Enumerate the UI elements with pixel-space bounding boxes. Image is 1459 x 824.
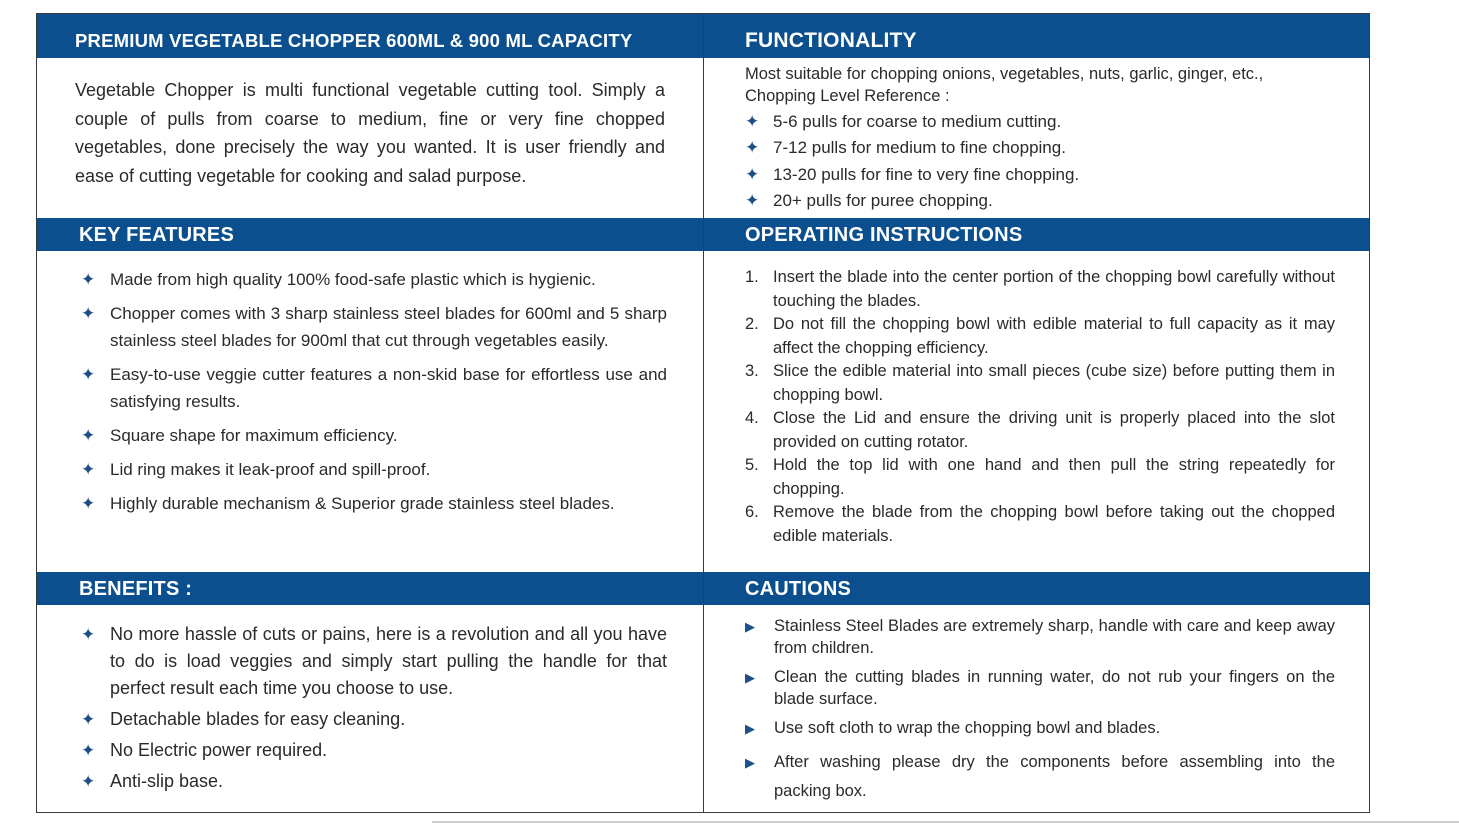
star-bullet-icon: ✦ <box>81 365 96 384</box>
premium-title: PREMIUM VEGETABLE CHOPPER 600ML & 900 ML CAPACITY <box>75 30 633 51</box>
list-item: ✦ No Electric power required. <box>81 737 667 764</box>
list-item: ✦ 13-20 pulls for fine to very fine chopping. <box>745 162 1345 188</box>
key-features-title: KEY FEATURES <box>79 224 235 246</box>
step-number: 6. <box>745 503 759 521</box>
functionality-line-1: Most suitable for chopping onions, vegetables, nuts, garlic, ginger, etc., <box>745 65 1264 83</box>
key-features-list <box>81 266 667 524</box>
star-bullet-icon: ✦ <box>81 460 96 479</box>
list-item: 1. Insert the blade into the center portion of the chopping bowl carefully without touching the blades. <box>745 268 1335 310</box>
cautions-list <box>745 616 1335 814</box>
operating-instructions-list <box>745 266 1335 548</box>
list-item: ✦ Square shape for maximum efficiency. <box>81 422 667 449</box>
benefits-title: BENEFITS : <box>79 578 193 600</box>
list-item: 4. Close the Lid and ensure the driving unit is properly placed into the slot provided on cutting rotator. <box>745 409 1335 451</box>
list-item: ✦ No more hassle of cuts or pains, here is a revolution and all you have to do is load veggies and simply start pulling the handle for that perfect result each time you choose to use. <box>81 621 667 702</box>
column-divider <box>703 14 704 812</box>
spec-sheet <box>36 13 1370 813</box>
list-item: ✦ Chopper comes with 3 sharp stainless steel blades for 600ml and 5 sharp stainless steel blades for 900ml that cut through vegetables easily. <box>81 300 667 354</box>
step-number: 2. <box>745 315 759 333</box>
functionality-line-2: Chopping Level Reference : <box>745 87 950 105</box>
star-bullet-icon: ✦ <box>81 494 96 513</box>
list-item: ✦ Detachable blades for easy cleaning. <box>81 706 667 733</box>
functionality-title: FUNCTIONALITY <box>745 29 917 52</box>
list-item: 2. Do not fill the chopping bowl with edible material to full capacity as it may affect the chopping efficiency. <box>745 315 1335 357</box>
list-item: ▶ Clean the cutting blades in running water, do not rub your fingers on the blade surface. <box>745 668 1335 708</box>
list-item: 5. Hold the top lid with one hand and then pull the string repeatedly for chopping. <box>745 456 1335 498</box>
star-bullet-icon: ✦ <box>81 772 96 791</box>
star-bullet-icon: ✦ <box>745 138 760 158</box>
list-item: ✦ 5-6 pulls for coarse to medium cutting. <box>745 109 1345 135</box>
list-item: ✦ 7-12 pulls for medium to fine chopping. <box>745 135 1345 161</box>
cautions-title: CAUTIONS <box>745 578 852 600</box>
step-number: 5. <box>745 456 759 474</box>
list-item: ✦ Lid ring makes it leak-proof and spill-proof. <box>81 456 667 483</box>
functionality-text <box>745 63 1345 107</box>
list-item: ▶ Stainless Steel Blades are extremely sharp, handle with care and keep away from children. <box>745 617 1335 657</box>
list-item: 6. Remove the blade from the chopping bowl before taking out the chopped edible materials. <box>745 503 1335 545</box>
step-number: 4. <box>745 409 759 427</box>
star-bullet-icon: ✦ <box>745 164 760 184</box>
list-item: ▶ Use soft cloth to wrap the chopping bowl and blades. <box>745 718 1335 740</box>
star-bullet-icon: ✦ <box>81 426 96 445</box>
star-bullet-icon: ✦ <box>81 304 96 323</box>
bottom-edge-line <box>432 821 1459 823</box>
star-bullet-icon: ✦ <box>745 190 760 210</box>
star-bullet-icon: ✦ <box>81 741 96 760</box>
premium-description: Vegetable Chopper is multi functional vegetable cutting tool. Simply a couple of pulls from coarse to medium, fine or very fine chopped vegetables, done precisely the way you wanted. It is user friendly and ease of cutting vegetable for cooking and salad purpose. <box>75 80 665 186</box>
list-item: 3. Slice the edible material into small pieces (cube size) before putting them in chopping bowl. <box>745 362 1335 404</box>
arrow-bullet-icon: ▶ <box>745 670 755 685</box>
operating-instructions-title: OPERATING INSTRUCTIONS <box>745 224 1023 246</box>
star-bullet-icon: ✦ <box>745 112 760 131</box>
functionality-list <box>745 109 1345 214</box>
benefits-list <box>81 621 667 799</box>
star-bullet-icon: ✦ <box>81 710 96 729</box>
star-bullet-icon: ✦ <box>81 625 96 644</box>
list-item: ✦ Made from high quality 100% food-safe plastic which is hygienic. <box>81 266 667 293</box>
arrow-bullet-icon: ▶ <box>745 754 755 770</box>
arrow-bullet-icon: ▶ <box>745 721 755 736</box>
list-item: ✦ Easy-to-use veggie cutter features a non-skid base for effortless use and satisfying results. <box>81 361 667 415</box>
list-item: ✦ 20+ pulls for puree chopping. <box>745 188 1345 214</box>
step-number: 3. <box>745 362 759 380</box>
star-bullet-icon: ✦ <box>81 270 96 289</box>
list-item: ✦ Highly durable mechanism & Superior grade stainless steel blades. <box>81 490 667 517</box>
list-item: ✦ Anti-slip base. <box>81 768 667 795</box>
arrow-bullet-icon: ▶ <box>745 619 755 634</box>
list-item: ▶ After washing please dry the components before assembling into the packing box. <box>745 748 1335 806</box>
step-number: 1. <box>745 268 759 286</box>
